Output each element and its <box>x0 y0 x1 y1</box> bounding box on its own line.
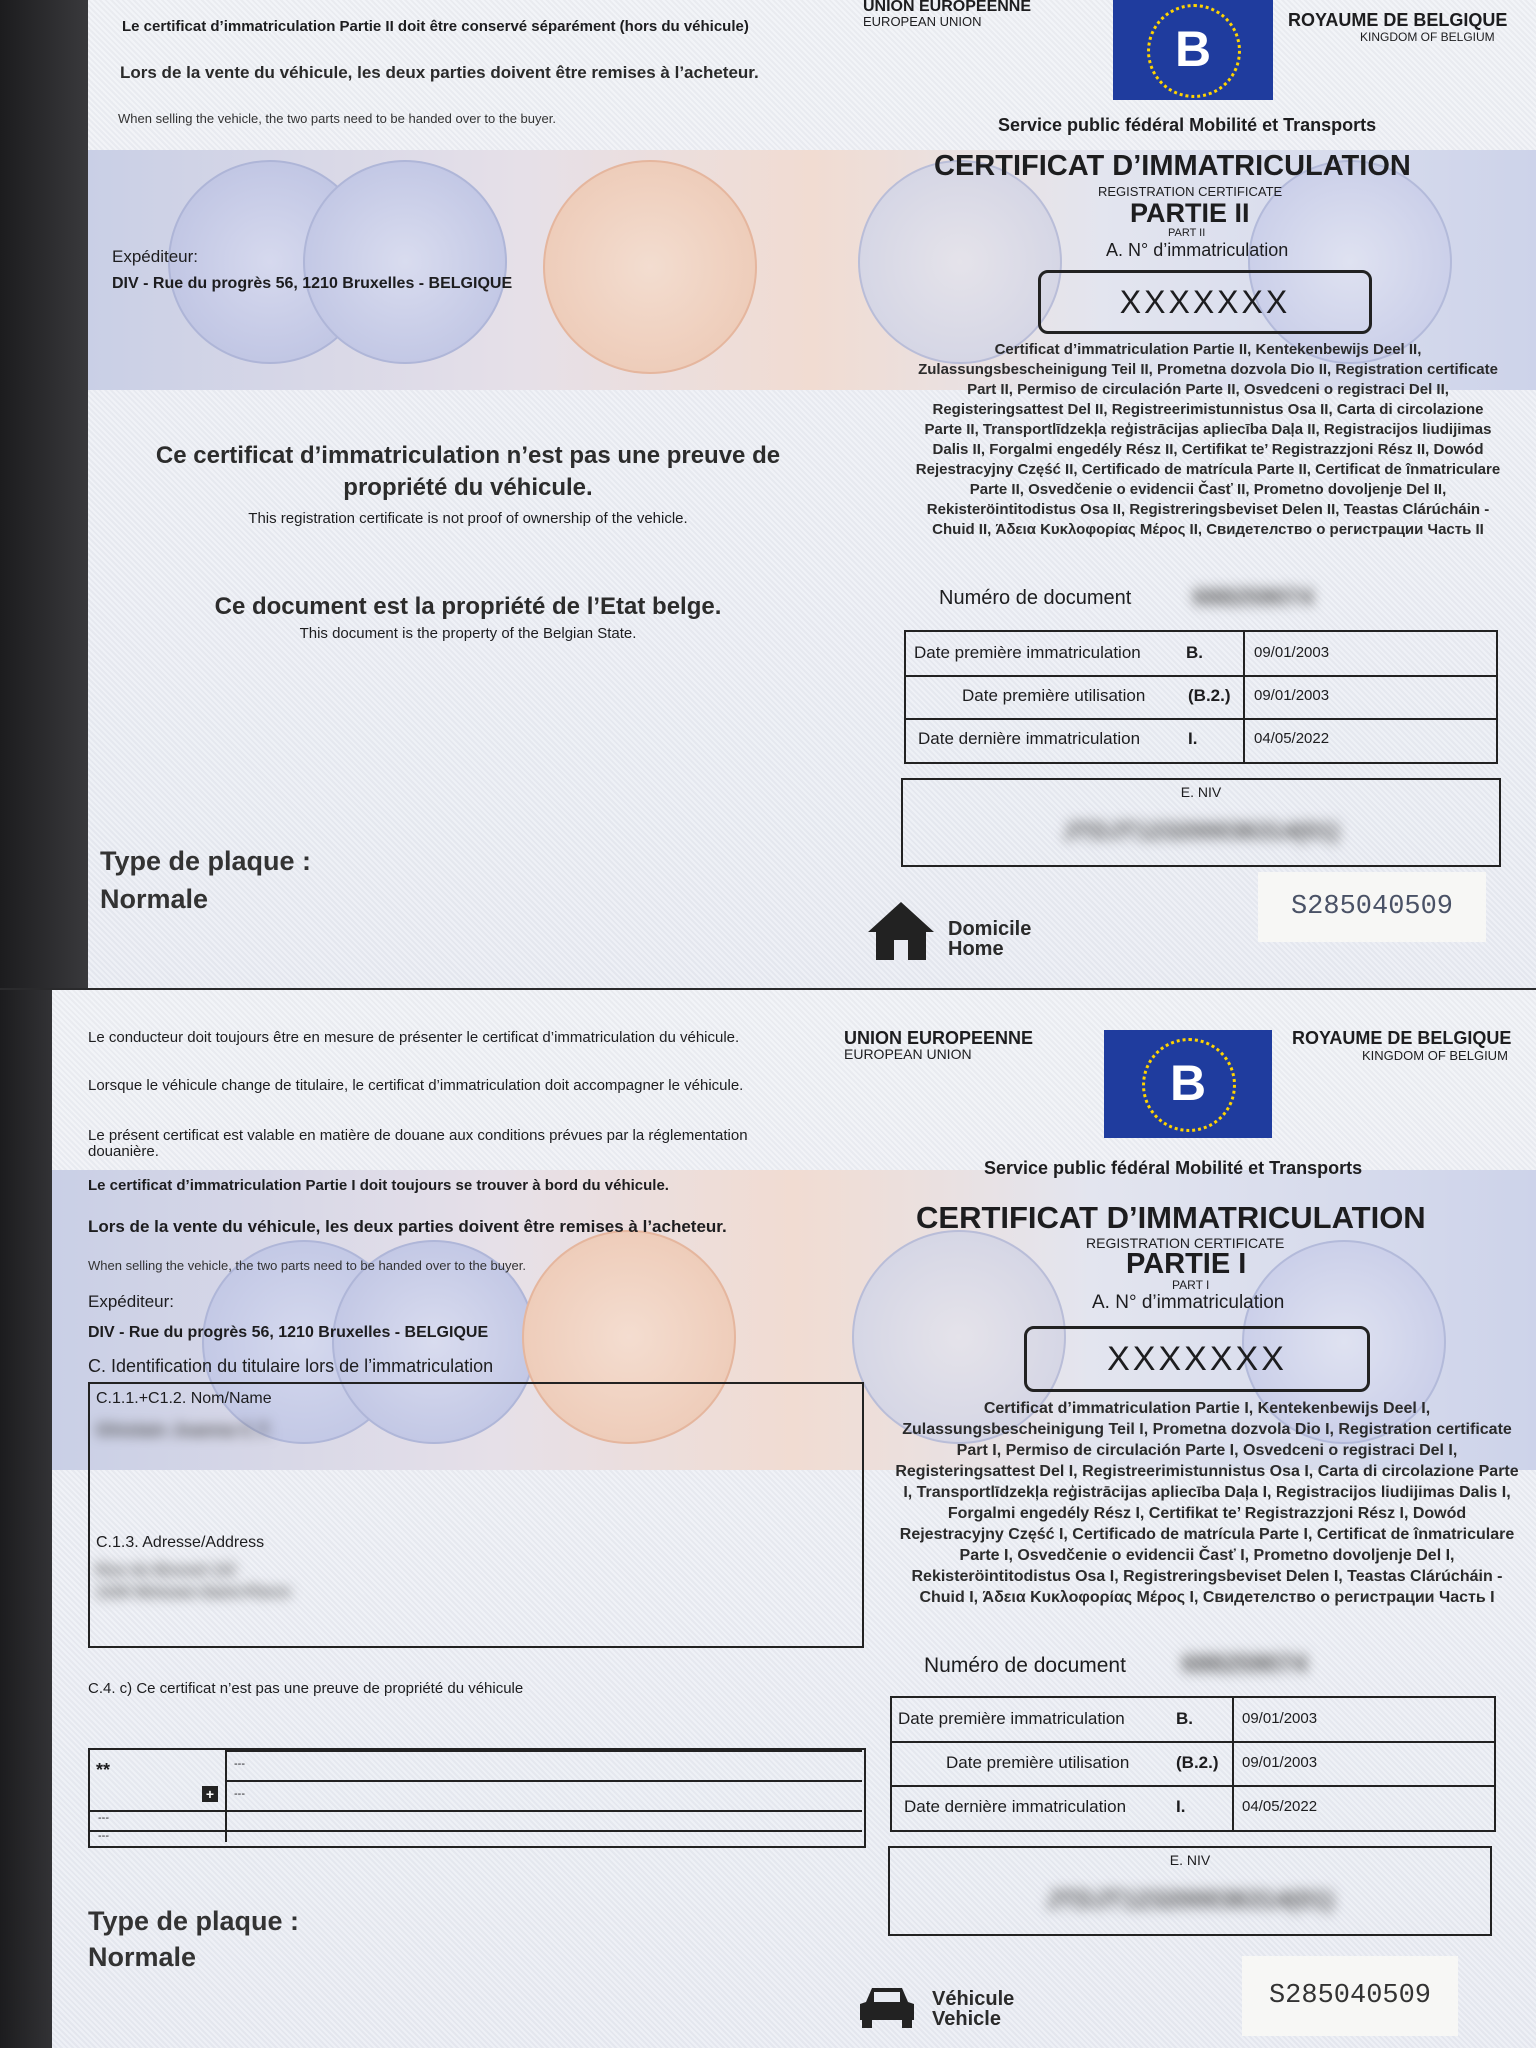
serial-number: S285040509 <box>1258 872 1486 942</box>
state-property-notice: Ce document est la propriété de l’Etat belge. <box>214 593 722 620</box>
car-icon <box>856 1982 918 2030</box>
date-row <box>906 632 1496 677</box>
eu-flag-icon <box>1113 0 1273 100</box>
country-letter: B <box>1170 1055 1207 1111</box>
date-code: I. <box>1188 729 1198 748</box>
eu-label: UNION EUROPEENNE <box>844 1028 1034 1048</box>
eu-label-en: EUROPEAN UNION <box>844 1046 972 1062</box>
sender-label: Expéditeur: <box>88 1292 174 1311</box>
c4-notice: C.4. c) Ce certificat n’est pas une preuve de propriété du véhicule <box>88 1680 524 1697</box>
date-code: B. <box>1176 1709 1193 1728</box>
date-label: Date première utilisation <box>962 686 1146 705</box>
date-code: (B.2.) <box>1188 686 1231 705</box>
vin-value: JTDJT123200036314(01) <box>1046 1886 1334 1914</box>
notice-sale-en: When selling the vehicle, the two parts need to be handed over to the buyer. <box>88 1258 526 1273</box>
extra-info-table <box>88 1748 866 1848</box>
document-number: 688259074 <box>1182 1650 1308 1678</box>
vin-value: JTDJT123200036314(01) <box>1062 818 1340 845</box>
plate-type-label: Type de plaque : <box>100 846 312 876</box>
plate-type-value: Normale <box>88 1942 197 1972</box>
date-value: 09/01/2003 <box>1242 1754 1318 1771</box>
registration-number-label: A. N° d’immatriculation <box>1106 240 1289 260</box>
holder-name-label: C.1.1.+C1.2. Nom/Name <box>96 1390 272 1407</box>
vehicle-label: Véhicule <box>932 1988 1015 2010</box>
certificate-part-1 <box>52 990 1536 2048</box>
certificate-part-2 <box>88 0 1536 988</box>
holder-name: Ghislain Joanna C.T. <box>96 1420 273 1440</box>
empty-cell: --- <box>234 1758 245 1770</box>
date-label: Date dernière immatriculation <box>904 1797 1127 1816</box>
wheel-graphic <box>543 160 757 374</box>
vin-label: E. NIV <box>1169 1852 1211 1868</box>
dates-table <box>904 630 1498 764</box>
plate-type-label: Type de plaque : <box>88 1906 300 1936</box>
plus-icon: + <box>202 1786 218 1802</box>
empty-cell: --- <box>98 1812 109 1824</box>
registration-number-label: A. N° d’immatriculation <box>1092 1292 1285 1313</box>
ownership-notice: Ce certificat d’immatriculation n’est pas une preuve de propriété du véhicule. <box>155 442 781 501</box>
service-label: Service public fédéral Mobilité et Transports <box>984 1158 1363 1178</box>
vin-box <box>901 778 1501 867</box>
country-label-en: KINGDOM OF BELGIUM <box>1362 1048 1508 1063</box>
country-label: ROYAUME DE BELGIQUE <box>1288 10 1508 30</box>
registration-number: XXXXXXX <box>1038 270 1372 334</box>
date-row <box>892 1742 1494 1787</box>
part-label-en: PART II <box>1168 227 1206 239</box>
date-label: Date dernière immatriculation <box>918 729 1141 748</box>
home-icon <box>866 900 936 962</box>
wheel-graphic <box>303 160 507 364</box>
eu-flag-icon <box>1104 1030 1272 1138</box>
multilanguage-names: Certificat d’immatriculation Partie I, Kentekenbewijs Deel I, Zulassungsbescheinigung Teil I, Prometna dozvola Dio I, Registration certificate Part I, Permiso de circulación Parte I, Osvedceni o registraci Del I, Registeringsattest Del I, Registreerimistunnistus Osa I, Carta di circolazione Parte I, Transportlīdzekļa reģistrācijas apliecība Daļa I, Registracijos liudijimas Dalis I, Forgalmi engedély Rész I, Certifikat te’ Registrazzjoni Rész I, Dowód Rejestracyjny Część I, Certificado de matrícula Parte I, Certificat de înmatriculare Parte I, Osvedčenie o evidencii Časť I, Prometno dovoljenje Del I, Rekisteröintitodistus Osa I, Registreringsbeviset Delen I, Teastas Clárúcháin - Chuid I, Άδεια Κυκλοφορίας Μέρος I, Свидетелство о регистрации Часть I <box>895 1400 1519 1606</box>
date-code: B. <box>1186 643 1203 662</box>
vehicle-label-en: Vehicle <box>932 2008 1001 2030</box>
serial-number: S285040509 <box>1242 1956 1458 2036</box>
notice-customs: Le présent certificat est valable en matière de douane aux conditions prévues par la réglementation douanière. <box>88 1127 748 1160</box>
vin-box <box>888 1846 1492 1936</box>
document-number: 688259074 <box>1193 584 1314 611</box>
document-number-label: Numéro de document <box>924 1654 1126 1677</box>
date-row <box>892 1786 1494 1829</box>
holder-section-title: C. Identification du titulaire lors de l’immatriculation <box>88 1356 494 1376</box>
date-code: (B.2.) <box>1176 1753 1219 1772</box>
notice-owner-change: Lorsque le véhicule change de titulaire, le certificat d’immatriculation doit accompagner le véhicule. <box>88 1077 744 1094</box>
date-value: 09/01/2003 <box>1242 1710 1318 1727</box>
dates-table <box>890 1696 1496 1832</box>
date-value: 04/05/2022 <box>1242 1798 1318 1815</box>
certificate-title-en: REGISTRATION CERTIFICATE <box>1098 184 1283 199</box>
date-label: Date première immatriculation <box>898 1709 1125 1728</box>
notice-sale: Lors de la vente du véhicule, les deux parties doivent être remises à l’acheteur. <box>88 1217 727 1236</box>
part-label-en: PART I <box>1172 1278 1210 1292</box>
notice-on-board: Le certificat d’immatriculation Partie I doit toujours se trouver à bord du véhicule. <box>88 1177 669 1194</box>
home-label: Domicile <box>948 918 1032 940</box>
notice-sale: Lors de la vente du véhicule, les deux parties doivent être remises à l’acheteur. <box>120 63 759 82</box>
ownership-notice-en: This registration certificate is not proof of ownership of the vehicle. <box>248 510 688 527</box>
document-number-label: Numéro de document <box>939 587 1132 609</box>
service-label: Service public fédéral Mobilité et Transports <box>998 115 1377 135</box>
date-value: 09/01/2003 <box>1254 687 1330 704</box>
date-row <box>906 675 1496 720</box>
country-letter: B <box>1175 21 1212 77</box>
background-edge <box>0 990 54 2048</box>
date-code: I. <box>1176 1797 1186 1816</box>
country-label: ROYAUME DE BELGIQUE <box>1292 1028 1512 1048</box>
sender-address: DIV - Rue du progrès 56, 1210 Bruxelles - BELGIQUE <box>112 275 513 292</box>
wheel-graphic <box>858 160 1062 364</box>
holder-address-label: C.1.3. Adresse/Address <box>96 1534 265 1551</box>
date-row <box>906 718 1496 761</box>
date-label: Date première utilisation <box>946 1753 1130 1772</box>
date-label: Date première immatriculation <box>914 643 1141 662</box>
certificate-title-en: REGISTRATION CERTIFICATE <box>1086 1235 1285 1251</box>
empty-cell: --- <box>98 1830 109 1842</box>
vin-label: E. NIV <box>1180 784 1222 800</box>
sender-address: DIV - Rue du progrès 56, 1210 Bruxelles - BELGIQUE <box>88 1324 489 1341</box>
holder-box <box>88 1382 864 1648</box>
notice-keep-separately: Le certificat d’immatriculation Partie II doit être conservé séparément (hors du véhicule) <box>122 18 749 35</box>
notice-driver: Le conducteur doit toujours être en mesure de présenter le certificat d’immatriculation du véhicule. <box>88 1029 740 1046</box>
part-label: PARTIE I <box>1126 1248 1247 1280</box>
stars-mark: ** <box>96 1760 111 1780</box>
empty-cell: --- <box>234 1788 245 1800</box>
holder-address-line1: Rue du Bosset 1/4 <box>96 1562 235 1579</box>
multilanguage-names: Certificat d’immatriculation Partie II, Kentekenbewijs Deel II, Zulassungsbescheinigung Teil II, Prometna dozvola Dio II, Registration certificate Part II, Permiso de circulación Parte II, Osvedceni o registraci Del II, Registeringsattest Del II, Registreerimistunnistus Osa II, Carta di circolazione Parte II, Transportlīdzekļa reģistrācijas apliecība Daļa II, Registracijos liudijimas Dalis II, Forgalmi engedély Rész II, Certifikat te’ Registrazzjoni Rész II, Dowód Rejestracyjny Część II, Certificado de matrícula Parte II, Certificat de înmatriculare Parte II, Osvedčenie o evidencii Časť II, Prometno dovoljenje Del II, Rekisteröintitodistus Osa II, Registreringsbeviset Delen II, Teastas Clárúcháin - Chuid II, Άδεια Κυκλοφορίας Μέρος II, Свидетелство о регистрации Часть II <box>915 341 1501 538</box>
eu-label: UNION EUROPEENNE <box>863 0 1032 15</box>
background-edge <box>0 0 90 988</box>
certificate-title: CERTIFICAT D’IMMATRICULATION <box>934 150 1411 182</box>
date-value: 04/05/2022 <box>1254 730 1330 747</box>
home-label-en: Home <box>948 938 1004 960</box>
eu-label-en: EUROPEAN UNION <box>863 14 982 29</box>
registration-number: XXXXXXX <box>1024 1326 1370 1392</box>
sender-label: Expéditeur: <box>112 247 198 266</box>
plate-type-value: Normale <box>100 884 209 914</box>
country-label-en: KINGDOM OF BELGIUM <box>1360 30 1495 44</box>
state-property-notice-en: This document is the property of the Belgian State. <box>299 625 637 642</box>
holder-address-line2: 1150 Woluwe-Saint-Pierre <box>96 1584 291 1601</box>
date-value: 09/01/2003 <box>1254 644 1330 661</box>
certificate-title: CERTIFICAT D’IMMATRICULATION <box>916 1200 1426 1235</box>
date-row <box>892 1698 1494 1743</box>
notice-sale-en: When selling the vehicle, the two parts need to be handed over to the buyer. <box>118 111 556 126</box>
part-label: PARTIE II <box>1130 198 1250 228</box>
